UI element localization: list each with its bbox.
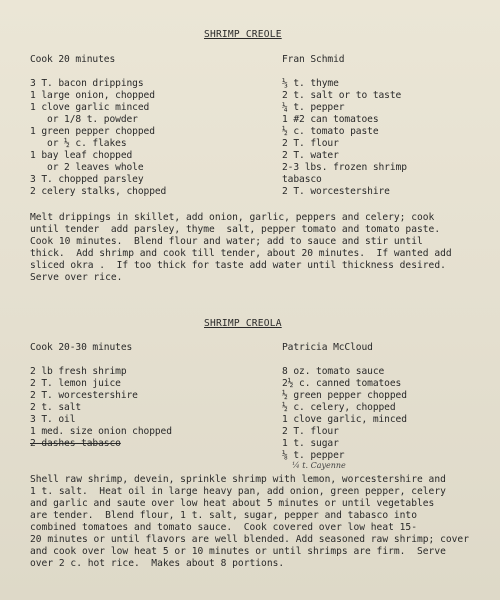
directions-line: Serve over rice. [30,272,123,283]
recipe1-directions [30,212,452,284]
ingredient: ⅛ t. pepper [282,450,345,461]
ingredient: 2 T. lemon juice [30,378,121,389]
recipe1-author: Fran Schmid [282,54,345,65]
ingredient: 8 oz. tomato sauce [282,366,385,377]
directions-line: are tender. Blend flour, 1 t. salt, sugar, pepper and tabasco into [30,510,417,521]
ingredient: 3 T. bacon drippings [30,78,144,89]
ingredient: or ½ c. flakes [30,138,127,149]
directions-line: and garlic and saute over low heat about 5 minutes or until vegetables [30,498,435,509]
directions-line: over 2 c. hot rice. Makes about 8 portions. [30,558,285,569]
directions-line: thick. Add shrimp and cook till tender, about 20 minutes. If wanted add [30,248,452,259]
directions-line: and cook over low heat 5 or 10 minutes or until shrimps are firm. Serve [30,546,446,557]
directions-line: 1 t. salt. Heat oil in large heavy pan, add onion, green pepper, celery [30,486,446,497]
handwritten-note: ¼ t. Cayenne [292,461,346,470]
directions-line: Shell raw shrimp, devein, sprinkle shrimp with lemon, worcestershire and [30,474,446,485]
ingredient: 2 t. salt [30,402,82,413]
recipe1-cook-time: Cook 20 minutes [30,54,116,65]
ingredient: 1 clove garlic minced [30,102,150,113]
ingredient: ½ c. celery, chopped [282,402,396,413]
recipe2-directions [30,474,469,570]
ingredient-struck: 2 dashes tabasco [30,438,121,449]
ingredient: 1 med. size onion chopped [30,426,172,437]
ingredient: 1 clove garlic, minced [282,414,407,425]
ingredient: 2 t. salt or to taste [282,90,402,101]
ingredient: or 1/8 t. powder [30,114,138,125]
ingredient: 3 T. oil [30,414,76,425]
ingredient: 2 T. water [282,150,339,161]
ingredient: tabasco [282,174,322,185]
ingredient: 2 T. worcestershire [282,186,390,197]
recipe2-cook-time: Cook 20-30 minutes [30,342,133,353]
ingredient: 3 T. chopped parsley [30,174,144,185]
ingredient: ⅓ t. thyme [282,78,339,89]
recipe1-title: SHRIMP CREOLE [204,29,282,40]
recipe2-title: SHRIMP CREOLA [204,318,282,329]
directions-line: Melt drippings in skillet, add onion, garlic, peppers and celery; cook [30,212,435,223]
directions-line: sliced okra . If too thick for taste add water until thickness desired. [30,260,446,271]
recipe2-author: Patricia McCloud [282,342,373,353]
ingredient: or 2 leaves whole [30,162,144,173]
ingredient: ½ c. tomato paste [282,126,379,137]
ingredient: 1 green pepper chopped [30,126,155,137]
ingredient: 2½ c. canned tomatoes [282,378,402,389]
ingredient: 1 #2 can tomatoes [282,114,379,125]
ingredient: 2 T. flour [282,138,339,149]
ingredient: ¼ t. pepper [282,102,345,113]
directions-line: Cook 10 minutes. Blend flour and water; add to sauce and stir until [30,236,423,247]
ingredient: 1 bay leaf chopped [30,150,133,161]
directions-line: combined tomatoes and tomato sauce. Cook covered over low heat 15- [30,522,417,533]
ingredient: 1 large onion, chopped [30,90,155,101]
ingredient: 1 t. sugar [282,438,339,449]
ingredient: 2 T. worcestershire [30,390,138,401]
ingredient: 2 lb fresh shrimp [30,366,127,377]
directions-line: 20 minutes or until flavors are well blended. Add seasoned raw shrimp; cover [30,534,469,545]
ingredient: 2 celery stalks, chopped [30,186,167,197]
ingredient: 2-3 lbs. frozen shrimp [282,162,407,173]
ingredient: ½ green pepper chopped [282,390,407,401]
ingredient: 2 T. flour [282,426,339,437]
directions-line: until tender add parsley, thyme salt, pepper tomato and tomato paste. [30,224,441,235]
